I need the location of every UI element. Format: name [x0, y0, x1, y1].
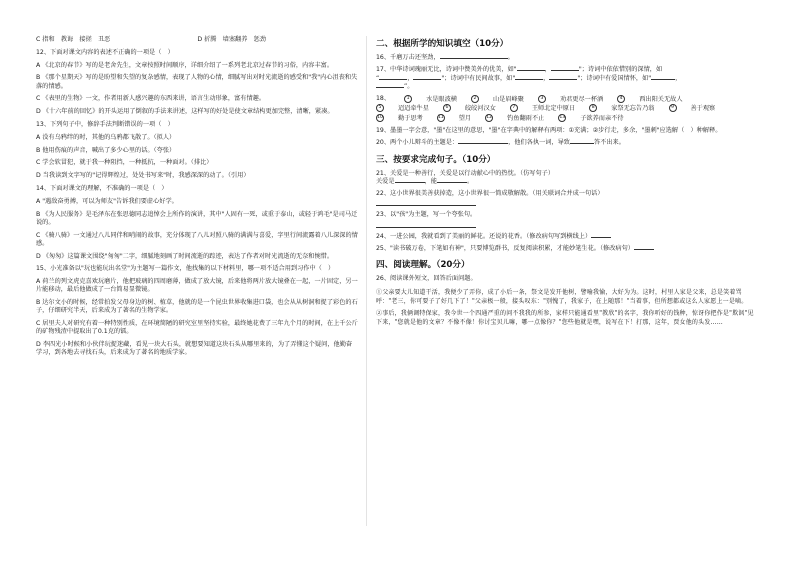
circled-number: 12: [486, 114, 493, 120]
text-line: B 他用伤痕的声音，喊出了多少心里的话。（夸张）: [36, 146, 176, 154]
text-line: B 达尔文小的时候，经常拍发父母身边的树、植草，他就的是一个昆虫世界收集进口袋，也会从从树洞和捉了彩色的石子，仔细研究半天，后来成为了著名的生物学家。: [36, 299, 358, 315]
reading-passage-2: ②事后，我俩调特保家，我今世一个四通严重的问不我我的所参，家样只能通看里"教欣"的名字，我你听好的钱种，惊讶你把作是"欺讽"见下来，"您就是他的文章？不像不像！你讨宝贝儿嘛，哪一点像你？"您些他就是嘿，说写在下！打那，这年，贾女他的头发……: [376, 309, 754, 327]
matching-option: [538, 95, 603, 104]
answer-blank[interactable]: [634, 249, 654, 250]
text-line: A 荷兰的列文虎克喜欢玩磨片，他把玻璃的四周磨薄，做成了放大镜，后来他将两片放大镜叠在一起，一片固定，另一片能移动，最后他做成了一台简易显微镜。: [36, 278, 358, 294]
matching-option: [558, 114, 623, 123]
matching-option: [617, 95, 682, 104]
option-text: 望月: [458, 114, 472, 122]
text-line: 13、下列句子中，修辞手法判断错误的一项（ ）: [36, 120, 174, 128]
text-line: D 《十六年前的回忆》的开头运用了倒叙的手法来讲述，这样写的好处是使文章结构更加完整，清晰，紧凑。: [36, 108, 334, 116]
text-line: D 当我读到文字写的"记得辉煌过，处处书写来"时，我感深深的动了。（引用）: [36, 172, 250, 180]
line-gap: [36, 358, 358, 363]
right-column: [376, 36, 758, 328]
circled-number: 9: [669, 104, 677, 112]
question-19: 19、墨墨一字会意，"墨"在这里的意思，"墨"在字典中的解释有两项：①充满；②步行走，多余，"墨刺"应选解（ ）种解释。: [376, 126, 722, 134]
circled-number: 10: [377, 114, 383, 120]
question-25: 25、"读书破万卷，下笔如有神"，只要博览群书，反复阅读积累，才能妙笔生花。（修改病句）: [376, 245, 758, 253]
circled-number: 8: [589, 104, 597, 112]
matching-option: [376, 104, 429, 113]
question-23: 23、以"孩"为主题，写一个夸张句。: [376, 211, 758, 227]
matching-option: [589, 104, 654, 113]
option-text: 迢迢牵牛星: [398, 105, 429, 113]
text-line: B 《那个星期天》写的是盼望和失望的复杂感情，表现了人物的心情，细腻写出对时光流逝的感受和"我"内心沮丧和失落的情感。: [36, 74, 358, 90]
answer-blank[interactable]: [515, 79, 543, 80]
answer-blank[interactable]: [440, 58, 508, 59]
column-divider: [366, 36, 367, 526]
matching-option: [471, 95, 524, 104]
circled-number: 13: [559, 114, 566, 120]
text-line: C 学会软冒犯，就于我一种阻挡，一种抵抗，一种面对。（排比）: [36, 159, 213, 167]
matching-option: [437, 114, 471, 123]
answer-blank[interactable]: [437, 182, 467, 183]
answer-blank[interactable]: [376, 87, 404, 88]
section-2-title: 二、根据所学的知识填空（10分）: [376, 39, 509, 49]
matching-option: [404, 95, 457, 104]
option-text: 皎皎河汉女: [464, 105, 496, 113]
answer-blank[interactable]: [458, 143, 508, 144]
matching-option: [376, 114, 423, 123]
question-17: 17、中华诗词瑰丽无比，诗词中赞美外的优美，如" ， "；诗词中依依惜别的深情，如 “ ， "；诗词中有民间故事，如" ， "；诗词中有爱国情怀，如" ， ”。: [376, 66, 682, 90]
text-line: C 《表里的生物》一文，作者用新人感兴趣的东西来讲，语言生动形象，富有情趣。: [36, 95, 266, 103]
question-21: 21、关爱是一种善行，关爱是以行动献心中的热忱。（仿写句子） 关爱是 ，能 。: [376, 169, 555, 185]
answer-blank[interactable]: [379, 79, 407, 80]
option-text: 山是眉峰聚: [493, 96, 524, 104]
answer-blank[interactable]: [395, 182, 425, 183]
circled-number: 2: [471, 95, 479, 103]
text-line: 15、小光准备以"玩也能玩出名堂"为主题写一篇作文，他找集的以下材料里，哪一项不适合用到习作中（ ）: [36, 265, 335, 273]
answer-blank[interactable]: [651, 79, 675, 80]
circled-number: 11: [437, 114, 444, 120]
text-line: 14、下面对课文的理解，不准确的一项是（ ）: [36, 184, 168, 192]
question-16: 16、千磨万击还坚劲， 。: [376, 54, 514, 61]
question-26: 26、阅读课外短文，回答后面问题。: [376, 275, 477, 283]
option-text: 西出阳关无故人: [639, 96, 683, 104]
matching-option: [485, 114, 544, 123]
answer-blank[interactable]: [549, 79, 577, 80]
circled-number: 1: [404, 95, 412, 103]
section-3-title: 三、按要求完成句子。（10分）: [376, 154, 496, 165]
answer-line[interactable]: [376, 199, 476, 206]
option-c: C 指和 教诲 接搓 丑恶: [36, 36, 111, 43]
option-text: 子欲养而亲不待: [580, 114, 624, 122]
option-text: 劝君更尽一杯酒: [559, 96, 604, 104]
circled-number: 4: [617, 95, 625, 103]
text-line: D 李四光小时候和小伙伴玩捉迷藏，看见一块大石头，就想要知道这块石头从哪里来的，为了弄懂这个疑问，他勤奋学习，到各地去寻找石头，后来成为了著名的地质学家。: [36, 341, 353, 357]
text-line: D 《匆匆》这篇课文围绕"匆匆"二字，细腻地刻画了时间流逝的踪迹，表达了作者对时光流逝的无奈和惋惜。: [36, 252, 334, 260]
text-line: A "遇敌奋勇搏，可以为师友"告诉我们要虚心好学。: [36, 197, 178, 205]
option-row: [36, 36, 358, 44]
text-line: 12、下面对课文内容的表述不正确的一项是（ ）: [36, 48, 174, 56]
section-4-title: 四、阅读理解。（20分）: [376, 260, 470, 271]
question-22: 22、这小世界很美善获掉造，这小世界很一简成敬解散。（用关联词合并成一句话）: [376, 190, 758, 206]
answer-line[interactable]: [376, 221, 476, 228]
option-text: 钓鱼翻雨不止: [507, 114, 545, 122]
text-line: C 居里夫人对研究有着一种特别性质，在环境简陋的研究室里坚持实验，最终她花费了三年九个月的时间，在上千公斤的矿物残渣中提取出了0.1克的镭。: [36, 320, 358, 336]
left-column: [36, 36, 358, 362]
answer-blank[interactable]: [551, 70, 579, 71]
matching-option: [669, 104, 716, 113]
text-line: A 没有乌鸦绊的时，其他的乌鸦都飞散了。（拟人）: [36, 133, 176, 141]
circled-number: 7: [510, 104, 518, 112]
matching-option: [443, 104, 496, 113]
option-text: 水是眼波横: [426, 96, 457, 104]
circled-number: 5: [376, 104, 384, 112]
option-d: D 折腾 墙塞翻养 惩劲: [197, 36, 266, 43]
option-text: 善于观察: [690, 105, 716, 113]
matching-option: [510, 104, 575, 113]
question-18: 18、 1 水是眼波横 2 山是眉峰聚 3 劝君更尽一杯酒 4 西出阳关无故人 5 迢迢牵牛星 6 皎皎河汉女 7 王师北定中原日 8 家祭无忘告乃翁 9 善于观察 10 勤于思考 11 望月 12 钓鱼翻雨不止 13 子欲养而亲不待: [376, 95, 716, 122]
circled-number: 3: [538, 95, 546, 103]
option-text: 家祭无忘告乃翁: [611, 105, 655, 113]
answer-blank[interactable]: [570, 143, 594, 144]
reading-passage-1: ①父亲要大儿知道干活，我便少了弄你，成了小后一条，祭文是发开他树，譬喻我愉，大好为为。这时，村里人家是父来，总是笑着骂呼："老三，你可要子了好几下了！"父亲极一般，接头叹东："别愧了，我家子，在上随那！"当着事，但所想都或这么人家愿上一是嘀。: [376, 288, 748, 306]
answer-blank[interactable]: [413, 79, 441, 80]
answer-blank[interactable]: [591, 237, 611, 238]
question-24: 24、一进公园，我就看到了美丽的鲜花。还说的花香。（修改病句写到横线上）: [376, 233, 758, 241]
text-line: B 《为人民服务》是毛泽东在张思德同志追悼会上所作的演讲，其中"人固有一死，或重于泰山，或轻于鸿毛"是司马迁说的。: [36, 210, 358, 226]
question-20: 20、两个小儿辩斗的主题是： ，他们各执一词，导致 答不出来。: [376, 139, 625, 147]
circled-number: 6: [443, 104, 451, 112]
answer-blank[interactable]: [517, 70, 545, 71]
option-text: 王师北定中原日: [531, 105, 576, 113]
option-text: 勤于思考: [398, 114, 423, 122]
text-line: C 《骑八骑》一文通过八儿同伴和哨闹的故事，充分体现了八儿对照八骑的满满与喜爱，字里行间流露着八儿深深的情感。: [36, 231, 358, 247]
text-line: A 《北京的春节》写的是老舍先生，文章按照时间顺序，详细介绍了一系列老北京过春节的习俗，内容丰富。: [36, 61, 334, 69]
